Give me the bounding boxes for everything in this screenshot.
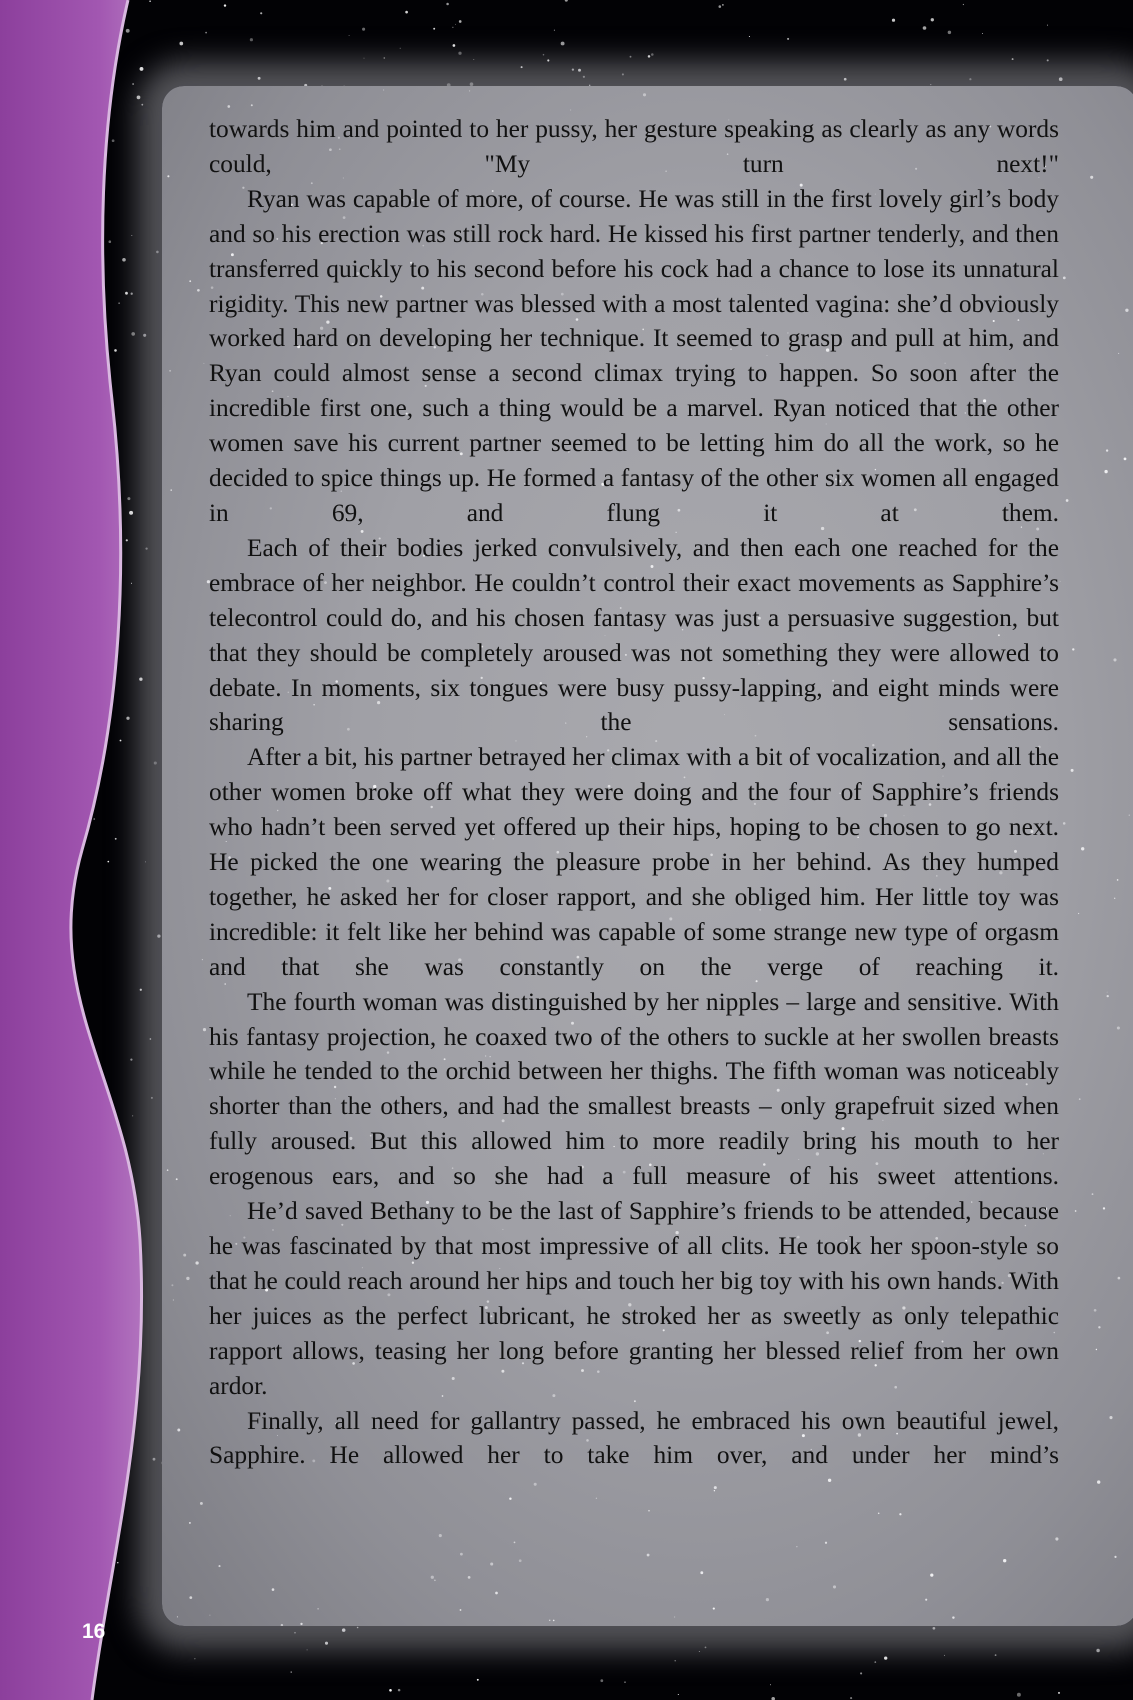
star (547, 59, 549, 61)
star (700, 1571, 703, 1574)
star (1063, 822, 1066, 825)
star (647, 1554, 650, 1557)
star (205, 32, 207, 34)
star (194, 1658, 195, 1659)
star (200, 1502, 203, 1505)
star (1104, 470, 1107, 473)
star (203, 363, 204, 364)
star (258, 77, 261, 80)
star (202, 959, 203, 960)
star (439, 1534, 442, 1537)
star (521, 66, 523, 68)
star (534, 1483, 537, 1486)
star (982, 33, 983, 34)
star (509, 1497, 511, 1499)
star (281, 1624, 283, 1626)
star (1117, 879, 1119, 881)
star (884, 1656, 887, 1659)
star (1047, 59, 1049, 61)
star (1055, 1537, 1058, 1540)
body-text (209, 112, 1059, 1473)
star (1059, 77, 1063, 81)
star (648, 1510, 650, 1512)
star (969, 78, 971, 80)
star (469, 90, 470, 91)
star (931, 18, 934, 21)
star (543, 54, 545, 56)
paragraph: Each of their bodies jerked convulsively, and then each one reached for the embrace of her neighbor. He couldn’t control their exact movements as Sapphire’s telecontrol could do, and his chosen fantasy was just a persuasive suggestion, but that they should be completely aroused was not something they were allowed to debate. In moments, six tongues were busy pussy-lapping, and eight minds were sharing the sensations. (209, 533, 1059, 737)
paragraph: Ryan was capable of more, of course. He was still in the first lovely girl’s body and so his erection was still rock hard. He kissed his first partner tenderly, and then transferred quickly to his second before his cock had a chance to lose its unnatural rigidity. This new partner was blessed with a most talented vagina: she’d obviously worked hard on developing her technique. It seemed to grasp and pull at him, and Ryan could almost sense a second climax trying to happen. So soon after the incredible first one, such a thing would be a marvel. Ryan noticed that the other women save his current partner seemed to be letting him do all the work, so he decided to spice things up. He formed a fantasy of the other six women all engaged in 69, and flung it at them. (209, 184, 1059, 527)
star (473, 59, 474, 60)
star (342, 1628, 346, 1632)
star (405, 11, 408, 14)
star (400, 48, 401, 49)
star (349, 35, 350, 36)
star (1075, 1210, 1077, 1212)
star (1071, 769, 1074, 772)
star (294, 1632, 296, 1634)
star (446, 3, 449, 6)
purple-wave-decoration (0, 0, 180, 1700)
star (383, 90, 384, 91)
star (1125, 309, 1128, 312)
star (477, 1679, 479, 1681)
star (189, 1596, 192, 1599)
star (227, 105, 230, 108)
star (1114, 898, 1115, 899)
star (770, 1684, 771, 1685)
star (678, 1694, 679, 1695)
star (458, 52, 461, 55)
star (209, 1615, 210, 1616)
star (1094, 1309, 1097, 1312)
star (203, 1028, 206, 1031)
star (250, 38, 253, 41)
star (933, 1627, 936, 1630)
star (1047, 25, 1048, 26)
star (565, 0, 568, 2)
star (713, 1608, 715, 1610)
star (189, 280, 191, 282)
star (952, 1616, 954, 1618)
star (224, 4, 226, 6)
star (578, 69, 581, 72)
star (1092, 1193, 1094, 1195)
star (930, 84, 931, 85)
star (925, 1599, 927, 1601)
star (218, 1565, 220, 1567)
star (197, 289, 200, 292)
star (600, 1679, 603, 1682)
star (766, 1598, 769, 1601)
star (1058, 1692, 1060, 1694)
star (878, 1513, 880, 1515)
star (1096, 1349, 1097, 1350)
star (828, 1479, 831, 1482)
star (183, 1254, 186, 1257)
star (453, 44, 456, 47)
star (963, 4, 964, 5)
star (1066, 499, 1069, 502)
star (549, 1620, 550, 1621)
star (452, 27, 453, 28)
star (389, 1689, 392, 1692)
star (714, 1486, 717, 1489)
paragraph: After a bit, his partner betrayed her climax with a bit of vocalization, and all the other women broke off what they were doing and the four of Sapphire’s friends who hadn’t been served yet offered up their hips, hoping to be chosen to go next. He picked the one wearing the pleasure probe in her behind. As they humped together, he asked her for closer rapport, and she obliged him. Her little toy was incredible: it felt like her behind was capable of some strange new type of orgasm and that she was constantly on the verge of reaching it. (209, 743, 1059, 981)
star (317, 1608, 319, 1610)
star (364, 58, 365, 59)
star (630, 56, 632, 58)
star (572, 68, 574, 70)
star (186, 1277, 189, 1280)
star (787, 38, 789, 40)
star (1098, 1326, 1100, 1328)
star (1129, 815, 1130, 816)
star (596, 1498, 597, 1499)
star (719, 5, 722, 8)
star (583, 76, 585, 78)
star (434, 1579, 436, 1581)
star (1081, 847, 1084, 850)
star (357, 1627, 359, 1629)
star (674, 1617, 675, 1618)
star (923, 26, 927, 30)
star (459, 20, 462, 23)
star (1113, 658, 1116, 661)
star (468, 1576, 471, 1579)
star (1118, 1277, 1121, 1280)
star (622, 73, 624, 75)
paragraph: The fourth woman was distinguished by her nipples – large and sensitive. With his fantasy projection, he coaxed two of the others to suckle at her swollen breasts while he tended to the orchid between her thighs. The fifth woman was noticeably shorter than the others, and had the smallest breasts – only grapefruit sized when fully aroused. But this allowed him to more readily bring his mouth to her erogenous ears, and so she had a full measure of his sweet attentions. (209, 987, 1059, 1191)
star (195, 1261, 198, 1264)
star (553, 1620, 555, 1622)
star (300, 1623, 302, 1625)
star (1114, 1556, 1116, 1558)
star (899, 1513, 901, 1515)
star (1109, 1416, 1112, 1419)
star (433, 28, 435, 30)
star (833, 1585, 836, 1588)
star (714, 1490, 715, 1491)
star (699, 1651, 700, 1652)
star (643, 93, 646, 96)
paragraph: Finally, all need for gallantry passed, he embraced his own beautiful jewel, Sapphire. He allowed her to take him over, and under her mind’s (209, 1406, 1059, 1470)
star (251, 104, 253, 106)
star (722, 4, 724, 6)
star (325, 1642, 328, 1645)
star (995, 1654, 997, 1656)
star (825, 1542, 827, 1544)
star (495, 1592, 498, 1595)
star (460, 1553, 463, 1556)
star (1079, 1098, 1081, 1100)
star (648, 55, 651, 58)
star (796, 1546, 797, 1547)
star (189, 1522, 191, 1524)
star (1124, 458, 1127, 461)
star (844, 78, 847, 81)
star (272, 1588, 275, 1591)
star (1003, 1559, 1006, 1562)
star (1107, 992, 1108, 993)
star (460, 1609, 462, 1611)
star (514, 1542, 516, 1544)
star (892, 19, 895, 22)
star (705, 1647, 707, 1649)
star (1060, 581, 1061, 582)
star (383, 57, 385, 59)
star (1103, 1207, 1105, 1209)
star (850, 1697, 852, 1699)
star (1017, 1693, 1021, 1697)
star (307, 1649, 308, 1650)
star (651, 53, 654, 56)
star (624, 1681, 625, 1682)
star (398, 1689, 401, 1692)
star (930, 1573, 933, 1576)
star (1118, 353, 1119, 354)
star (944, 1655, 945, 1656)
star (455, 24, 456, 25)
star (1096, 1649, 1100, 1653)
star (179, 42, 183, 46)
paragraph: towards him and pointed to her pussy, her gesture speaking as clearly as any words could, "My turn next!" (209, 115, 1059, 178)
star (948, 31, 951, 34)
star (561, 42, 565, 46)
star (1012, 58, 1014, 60)
star (519, 1559, 522, 1562)
star (1106, 449, 1108, 451)
star (749, 36, 750, 37)
star (1090, 176, 1093, 179)
page-number: 16 (82, 1620, 106, 1643)
star (874, 1661, 876, 1663)
star (570, 109, 571, 110)
paragraph: He’d saved Bethany to be the last of Sapphire’s friends to be attended, because he was fascinated by that most impressive of all clits. He took her spoon-style so that he could reach around her hips and touch her big toy with his own hands. With her juices as the perfect lubricant, he stroked her as sweetly as only telepathic rapport allows, teasing her long before granting her blessed relief from her own ardor. (209, 1197, 1059, 1400)
star (1107, 995, 1109, 997)
star (674, 1660, 675, 1661)
star (554, 30, 555, 31)
star (362, 28, 365, 31)
star (1117, 1026, 1120, 1029)
star (1072, 648, 1074, 650)
star (291, 1671, 292, 1672)
star (1063, 277, 1066, 280)
star (1097, 1480, 1100, 1483)
star (860, 1672, 862, 1674)
star (431, 1576, 434, 1579)
star (490, 1562, 493, 1565)
star (1078, 913, 1079, 914)
star (260, 12, 262, 14)
